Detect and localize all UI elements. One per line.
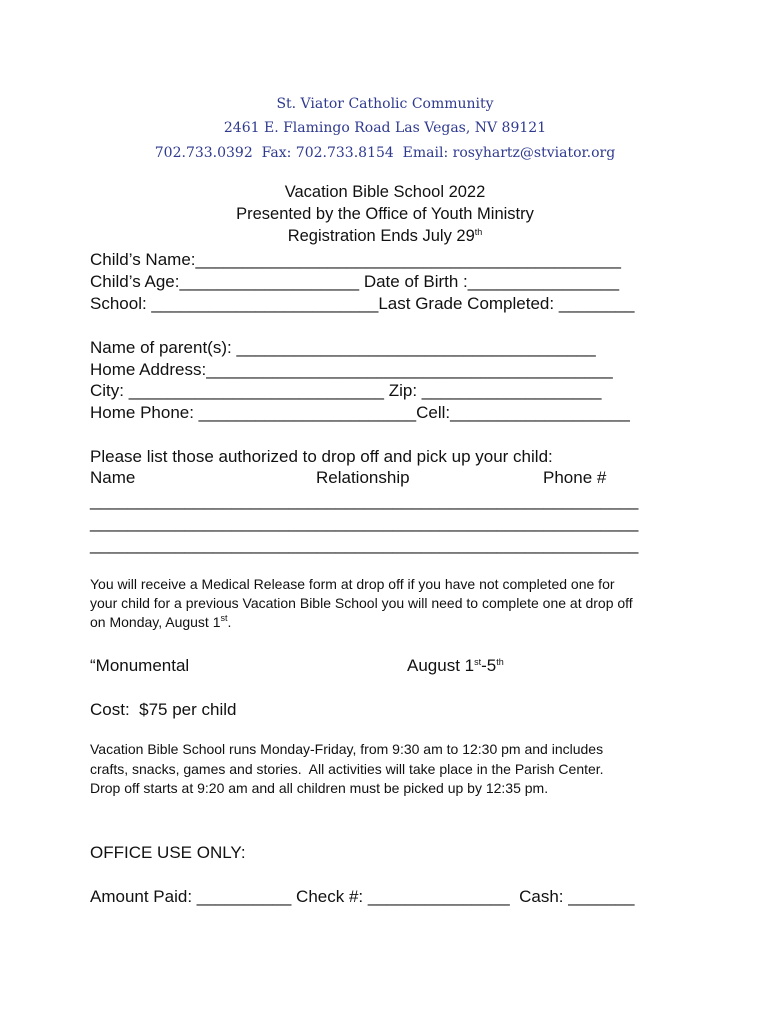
office-use-heading: OFFICE USE ONLY: (90, 843, 246, 862)
cost-text: Cost: $75 per child (90, 700, 237, 719)
dates-start-suffix: st (474, 657, 482, 667)
phone-cell-field: Home Phone: _______________________Cell:___________________ (90, 403, 630, 422)
column-relationship: Relationship (316, 468, 410, 487)
form-title: Vacation Bible School 2022 (284, 183, 486, 201)
organization-contact: 702.733.0392 Fax: 702.733.8154 Email: rosyhartz@stviator.org (154, 145, 616, 161)
authorized-line-1: __________________________________________________________ (90, 491, 639, 510)
deadline-text: Registration Ends July 29 (287, 227, 475, 245)
city-zip-field: City: ___________________________ Zip: ___________________ (90, 381, 602, 400)
school-grade-field: School: ________________________Last Grade Completed: ________ (90, 294, 635, 313)
schedule-line-3: Drop off starts at 9:20 am and all children must be picked up by 12:35 pm. (90, 780, 549, 796)
event-dates (407, 657, 504, 674)
deadline-suffix: th (474, 227, 483, 237)
dates-end-suffix: th (496, 657, 504, 667)
home-address-field: Home Address:___________________________________________ (90, 360, 613, 379)
organization-name: St. Viator Catholic Community (276, 96, 494, 112)
medical-note-line-1: You will receive a Medical Release form at drop off if you have not completed one for (90, 576, 615, 592)
parent-name-field: Name of parent(s): ______________________________________ (90, 338, 596, 357)
authorized-line-2: __________________________________________________________ (90, 513, 639, 532)
dates-end: -5 (481, 656, 497, 675)
medical-date-suffix: st (220, 613, 228, 623)
medical-note-line-2: your child for a previous Vacation Bible School you will need to complete one at drop off (90, 595, 633, 611)
form-subtitle: Presented by the Office of Youth Ministry (236, 205, 534, 223)
child-name-field: Child’s Name:_____________________________________________ (90, 250, 621, 269)
office-use-fields: Amount Paid: __________ Check #: _______________ Cash: _______ (90, 887, 635, 906)
column-name: Name (90, 468, 136, 487)
registration-deadline (0, 228, 770, 245)
column-phone: Phone # (543, 468, 607, 487)
dates-start: August 1 (407, 656, 475, 675)
medical-note-line-3 (90, 615, 231, 629)
schedule-line-1: Vacation Bible School runs Monday-Friday, from 9:30 am to 12:30 pm and includes (90, 741, 604, 757)
schedule-line-2: crafts, snacks, games and stories. All activities will take place in the Parish Center. (90, 761, 604, 777)
theme-name: “Monumental (90, 656, 190, 675)
authorized-line-3: __________________________________________________________ (90, 535, 639, 554)
authorized-prompt: Please list those authorized to drop off and pick up your child: (90, 447, 553, 466)
medical-period: . (227, 614, 232, 630)
medical-date-text: on Monday, August 1 (90, 614, 221, 630)
child-age-dob-field: Child’s Age:___________________ Date of Birth :________________ (90, 272, 620, 291)
organization-address: 2461 E. Flamingo Road Las Vegas, NV 89121 (223, 120, 547, 136)
